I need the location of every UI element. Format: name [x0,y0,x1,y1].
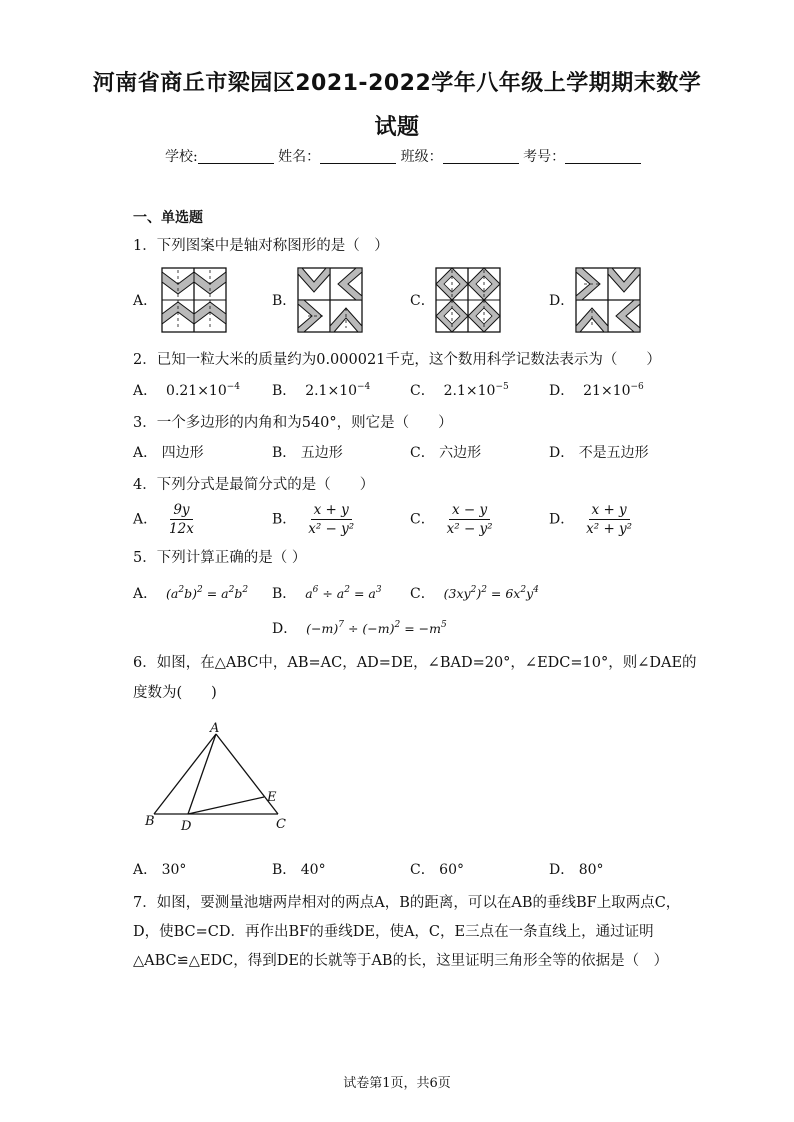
pattern-c [436,268,500,332]
pattern-b [298,268,362,332]
fraction: $\frac{9y}{12x}$ [169,502,194,537]
q3-option-d[interactable]: D． 不是五边形 [549,445,649,461]
q1-option-d[interactable]: D． [549,293,575,309]
q6-stem-line2: 度数为( ) [133,685,217,701]
q4-stem: 4．下列分式是最简分式的是（ ） [133,477,375,493]
fraction: $\frac{x + y}{\text{x² + y²}}$ [586,502,633,537]
q1-option-b[interactable]: B． [272,293,297,309]
page-title: 河南省商丘市梁园区2021-2022学年八年级上学期期末数学 [92,71,702,96]
q5-expr-c: $(3xy^2)^2 = 6x^2y^4$ [443,585,539,601]
q5-expr-a: $(a^2b)^2 = a^2b^2$ [166,585,249,601]
point-e-label: E [267,790,277,805]
school-label: 学校: [165,149,198,165]
fraction: $\frac{x - y}{\text{x² − y²}}$ [446,502,493,537]
pattern-d [576,268,640,332]
class-label: 班级： [400,149,443,165]
q5-option-c[interactable]: C． $(3xy^2)^2 = 6x^2y^4$ [410,585,539,602]
point-d-label: D [181,819,192,834]
q6-stem-line1: 6．如图，在△ABC中，AB=AC，AD=DE，∠BAD=20°，∠EDC=10°，则∠DAE的 [133,655,697,671]
point-c-label: C [276,817,286,832]
q3-stem: 3．一个多边形的内角和为540°，则它是（ ） [133,415,453,431]
q7-stem-line1: 7．如图，要测量池塘两岸相对的两点A，B的距离，可以在AB的垂线BF上取两点C， [133,895,681,911]
q6-option-d[interactable]: D． 80° [549,862,604,878]
page-footer: 试卷第1页，共6页 [343,1076,451,1091]
q6-option-c[interactable]: C． 60° [410,862,464,878]
point-b-label: B [145,814,155,829]
q3-option-c[interactable]: C． 六边形 [410,445,482,461]
q5-option-d[interactable]: D． $(-m)^7 \div (-m)^2 = -m^5$ [272,620,447,637]
q4-option-d[interactable]: D． $\frac{x + y}{\text{x² + y²}}$ [549,502,635,537]
q6-option-b[interactable]: B． 40° [272,862,326,878]
name-label: 姓名： [278,149,321,165]
q5-option-a[interactable]: A． $(a^2b)^2 = a^2b^2$ [133,585,249,602]
segment-ab [154,734,216,814]
q5-expr-d: $(-m)^7 \div (-m)^2 = -m^5$ [306,620,447,636]
segment-de [188,797,264,814]
q3-option-b[interactable]: B． 五边形 [272,445,343,461]
page-title-line2: 试题 [374,115,420,140]
q6-option-a[interactable]: A． 30° [133,862,187,878]
q6-triangle-figure [140,722,300,834]
q2-option-a[interactable]: A． $0.21\times 10^{-4}$ [133,382,241,399]
segment-ad [188,734,216,814]
q1-stem: 1．下列图案中是轴对称图形的是（ ） [133,238,389,254]
q3-option-a[interactable]: A． 四边形 [133,445,204,461]
q1-option-a[interactable]: A． [133,293,158,309]
q7-stem-line2: D，使BC=CD．再作出BF的垂线DE，使A，C，E三点在一条直线上，通过证明 [133,924,654,940]
q1-patterns [0,0,794,340]
q4-option-a[interactable]: A． $\frac{9y}{12x}$ [133,502,197,537]
q1-option-c[interactable]: C． [410,293,435,309]
q5-option-b[interactable]: B． $a^6 \div a^2 = a^3$ [272,585,382,602]
q2-stem: 2．已知一粒大米的质量约为0.000021千克，这个数用科学记数法表示为（ ） [133,352,661,368]
q2-option-d[interactable]: D． $21\times 10^{-6}$ [549,382,644,399]
pattern-a [162,268,226,332]
q2-option-c[interactable]: C． $2.1\times 10^{-5}$ [410,382,509,399]
q5-expr-b: $a^6 \div a^2 = a^3$ [305,585,382,601]
fraction: $\frac{x + y}{\text{x² − y²}}$ [308,502,355,537]
section-heading: 一、单选题 [133,210,203,226]
q4-option-c[interactable]: C． $\frac{x - y}{\text{x² − y²}}$ [410,502,496,537]
number-label: 考号： [523,149,566,165]
point-a-label: A [210,722,220,736]
q2-option-b[interactable]: B． $2.1\times 10^{-4}$ [272,382,371,399]
q5-stem: 5．下列计算正确的是（ ） [133,550,307,566]
q7-stem-line3: △ABC≌△EDC，得到DE的长就等于AB的长，这里证明三角形全等的依据是（ ） [133,953,669,969]
q4-option-b[interactable]: B． $\frac{x + y}{\text{x² − y²}}$ [272,502,357,537]
